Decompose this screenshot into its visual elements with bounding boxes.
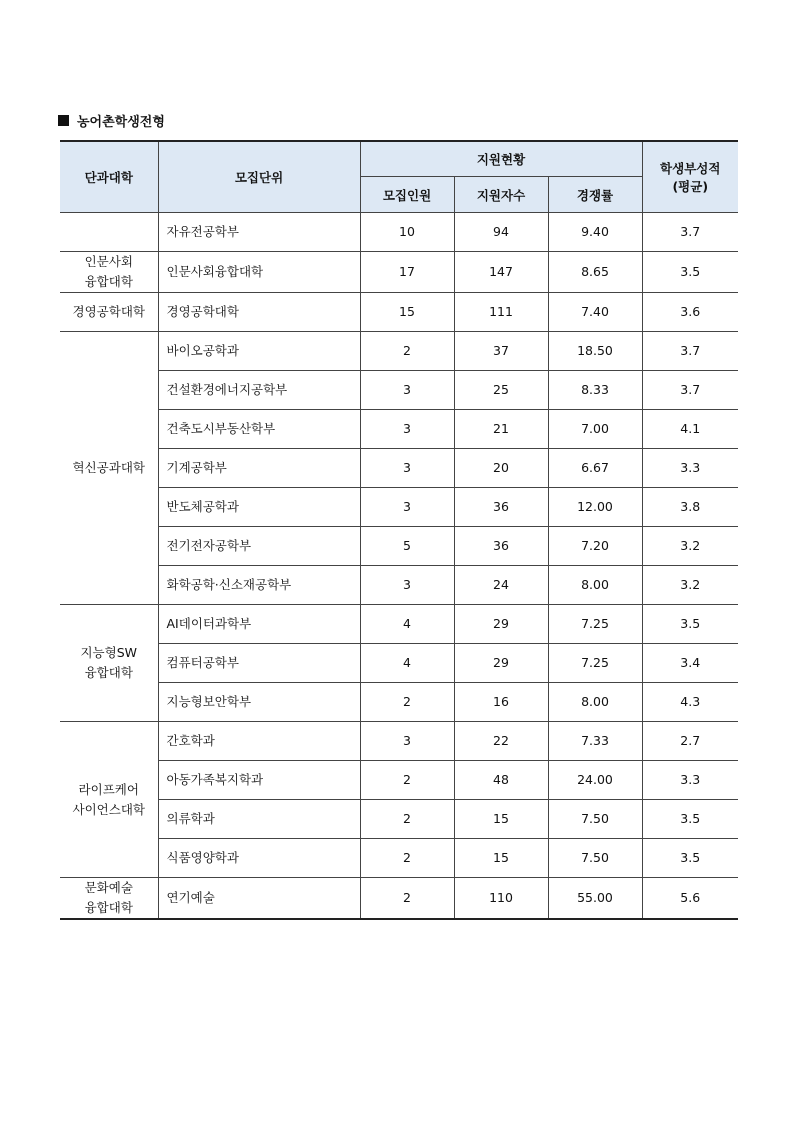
table-row <box>60 527 738 566</box>
grade-cell: 3.8 <box>642 488 738 527</box>
header-status-group: 지원현황 <box>360 141 642 177</box>
grade-cell: 3.3 <box>642 449 738 488</box>
ratio-cell: 9.40 <box>548 213 642 252</box>
unit-cell: 경영공학대학 <box>158 293 360 332</box>
table-row <box>60 644 738 683</box>
applicants-cell: 110 <box>454 878 548 920</box>
table-row <box>60 683 738 722</box>
section-title-text: 농어촌학생전형 <box>77 115 165 130</box>
college-cell <box>60 878 158 920</box>
grade-cell: 3.5 <box>642 252 738 293</box>
quota-cell: 4 <box>360 605 454 644</box>
table-row <box>60 213 738 252</box>
quota-cell: 2 <box>360 878 454 920</box>
applicants-cell: 48 <box>454 761 548 800</box>
grade-cell: 3.2 <box>642 566 738 605</box>
college-name-line: 융합대학 <box>84 900 133 915</box>
ratio-cell: 7.00 <box>548 410 642 449</box>
table-row <box>60 252 738 293</box>
college-name-line: 혁신공과대학 <box>72 460 145 475</box>
ratio-cell: 7.20 <box>548 527 642 566</box>
ratio-cell: 12.00 <box>548 488 642 527</box>
college-name-line: 융합대학 <box>84 274 133 289</box>
unit-cell: 지능형보안학부 <box>158 683 360 722</box>
unit-cell: 연기예술 <box>158 878 360 920</box>
table-row <box>60 722 738 761</box>
unit-cell: 식품영양학과 <box>158 839 360 878</box>
ratio-cell: 7.33 <box>548 722 642 761</box>
grade-cell: 3.3 <box>642 761 738 800</box>
applicants-cell: 15 <box>454 839 548 878</box>
quota-cell: 15 <box>360 293 454 332</box>
quota-cell: 2 <box>360 839 454 878</box>
square-bullet-icon <box>58 115 69 126</box>
grade-cell: 3.7 <box>642 371 738 410</box>
quota-cell: 3 <box>360 371 454 410</box>
college-name-line: 경영공학대학 <box>72 304 145 319</box>
college-cell <box>60 332 158 605</box>
applicants-cell: 111 <box>454 293 548 332</box>
grade-cell: 3.7 <box>642 213 738 252</box>
unit-cell: 컴퓨터공학부 <box>158 644 360 683</box>
grade-cell: 3.2 <box>642 527 738 566</box>
applicants-cell: 25 <box>454 371 548 410</box>
table-row <box>60 488 738 527</box>
applicants-cell: 36 <box>454 527 548 566</box>
ratio-cell: 8.33 <box>548 371 642 410</box>
table-row <box>60 761 738 800</box>
ratio-cell: 18.50 <box>548 332 642 371</box>
applicants-cell: 147 <box>454 252 548 293</box>
header-grade-line2: (평균) <box>672 179 709 194</box>
table-header <box>60 141 738 213</box>
applicants-cell: 21 <box>454 410 548 449</box>
grade-cell: 3.5 <box>642 800 738 839</box>
quota-cell: 2 <box>360 683 454 722</box>
grade-cell: 3.6 <box>642 293 738 332</box>
college-name-line: 지능형SW <box>80 645 138 660</box>
college-cell <box>60 605 158 722</box>
grade-cell: 2.7 <box>642 722 738 761</box>
unit-cell: AI데이터과학부 <box>158 605 360 644</box>
college-name-line: 문화예술 <box>84 880 133 895</box>
college-name-line: 사이언스대학 <box>72 801 145 817</box>
college-name-line: 융합대학 <box>84 665 133 680</box>
table-body <box>60 213 738 920</box>
quota-cell: 3 <box>360 410 454 449</box>
ratio-cell: 6.67 <box>548 449 642 488</box>
ratio-cell: 7.40 <box>548 293 642 332</box>
quota-cell: 3 <box>360 449 454 488</box>
quota-cell: 2 <box>360 761 454 800</box>
quota-cell: 5 <box>360 527 454 566</box>
table-row <box>60 371 738 410</box>
table-row <box>60 449 738 488</box>
college-cell <box>60 722 158 878</box>
header-applicants: 지원자수 <box>454 177 548 213</box>
unit-cell: 화학공학·신소재공학부 <box>158 566 360 605</box>
quota-cell: 3 <box>360 722 454 761</box>
college-cell <box>60 213 158 252</box>
grade-cell: 4.3 <box>642 683 738 722</box>
ratio-cell: 7.50 <box>548 800 642 839</box>
college-cell <box>60 293 158 332</box>
applicants-cell: 36 <box>454 488 548 527</box>
unit-cell: 간호학과 <box>158 722 360 761</box>
table-row <box>60 293 738 332</box>
section-title <box>58 111 165 130</box>
college-name-line: 라이프케어 <box>78 781 139 797</box>
table-row <box>60 410 738 449</box>
table-row <box>60 800 738 839</box>
header-quota: 모집인원 <box>360 177 454 213</box>
college-name-line: 인문사회 <box>84 254 133 269</box>
quota-cell: 2 <box>360 332 454 371</box>
grade-cell: 4.1 <box>642 410 738 449</box>
ratio-cell: 8.00 <box>548 566 642 605</box>
unit-cell: 인문사회융합대학 <box>158 252 360 293</box>
applicants-cell: 16 <box>454 683 548 722</box>
ratio-cell: 7.25 <box>548 644 642 683</box>
applicants-cell: 24 <box>454 566 548 605</box>
table-row <box>60 878 738 920</box>
unit-cell: 전기전자공학부 <box>158 527 360 566</box>
applicants-cell: 37 <box>454 332 548 371</box>
unit-cell: 자유전공학부 <box>158 213 360 252</box>
applicants-cell: 94 <box>454 213 548 252</box>
quota-cell: 2 <box>360 800 454 839</box>
applicants-cell: 20 <box>454 449 548 488</box>
unit-cell: 반도체공학과 <box>158 488 360 527</box>
quota-cell: 10 <box>360 213 454 252</box>
grade-cell: 3.4 <box>642 644 738 683</box>
unit-cell: 바이오공학과 <box>158 332 360 371</box>
table-row <box>60 605 738 644</box>
header-grade <box>642 141 738 213</box>
table-row <box>60 566 738 605</box>
unit-cell: 건설환경에너지공학부 <box>158 371 360 410</box>
unit-cell: 아동가족복지학과 <box>158 761 360 800</box>
college-cell <box>60 252 158 293</box>
quota-cell: 3 <box>360 488 454 527</box>
applicants-cell: 29 <box>454 644 548 683</box>
ratio-cell: 7.50 <box>548 839 642 878</box>
ratio-cell: 7.25 <box>548 605 642 644</box>
table-row <box>60 839 738 878</box>
table-row <box>60 332 738 371</box>
unit-cell: 기계공학부 <box>158 449 360 488</box>
ratio-cell: 8.00 <box>548 683 642 722</box>
header-college: 단과대학 <box>60 141 158 213</box>
grade-cell: 3.5 <box>642 839 738 878</box>
unit-cell: 건축도시부동산학부 <box>158 410 360 449</box>
grade-cell: 3.5 <box>642 605 738 644</box>
unit-cell: 의류학과 <box>158 800 360 839</box>
quota-cell: 17 <box>360 252 454 293</box>
ratio-cell: 24.00 <box>548 761 642 800</box>
applicants-cell: 29 <box>454 605 548 644</box>
applicants-cell: 15 <box>454 800 548 839</box>
ratio-cell: 55.00 <box>548 878 642 920</box>
quota-cell: 3 <box>360 566 454 605</box>
header-ratio: 경쟁률 <box>548 177 642 213</box>
grade-cell: 5.6 <box>642 878 738 920</box>
header-grade-line1: 학생부성적 <box>660 161 721 176</box>
grade-cell: 3.7 <box>642 332 738 371</box>
quota-cell: 4 <box>360 644 454 683</box>
applicants-cell: 22 <box>454 722 548 761</box>
ratio-cell: 8.65 <box>548 252 642 293</box>
header-unit: 모집단위 <box>158 141 360 213</box>
admission-stats-table <box>60 140 738 920</box>
